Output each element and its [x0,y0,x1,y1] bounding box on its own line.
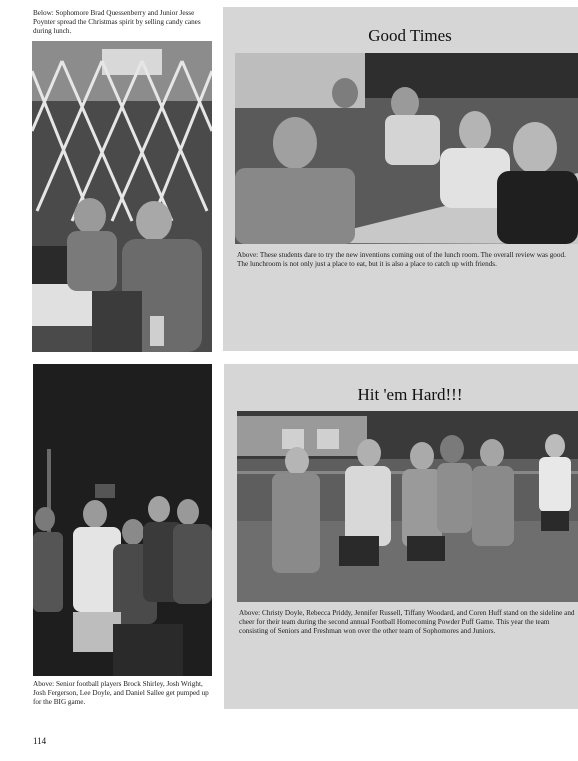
lunchroom-photo [235,53,578,244]
hit-em-hard-title: Hit 'em Hard!!! [357,385,463,404]
football-caption: Above: Senior football players Brock Shirley, Josh Wright, Josh Fergerson, Lee Doyle, and Daniel Sallee get pumped up for the BIG game. [33,680,209,706]
hit-em-hard-caption: Above: Christy Doyle, Rebecca Priddy, Jennifer Russell, Tiffany Woodard, and Coren Huff stand on the sideline and cheer for their team during the second annual Football Homecoming Powder Puff Game. This year the team consisting of Seniors and Freshman won over the other team of Sophomores and Juniors. [239,609,575,635]
powder-puff-photo [237,411,578,602]
candy-cane-photo [32,41,212,352]
page-number: 114 [33,736,47,746]
football-players-photo [33,364,212,676]
good-times-caption: Above: These students dare to try the new inventions coming out of the lunch room. The overall review was good. The lunchroom is not only just a place to eat, but it is also a place to catch up with friends. [237,251,566,268]
candy-cane-caption: Below: Sophomore Brad Quessenberry and Junior Jesse Poynter spread the Christmas spirit by selling candy canes during lunch. [33,9,201,35]
good-times-title: Good Times [368,26,452,45]
